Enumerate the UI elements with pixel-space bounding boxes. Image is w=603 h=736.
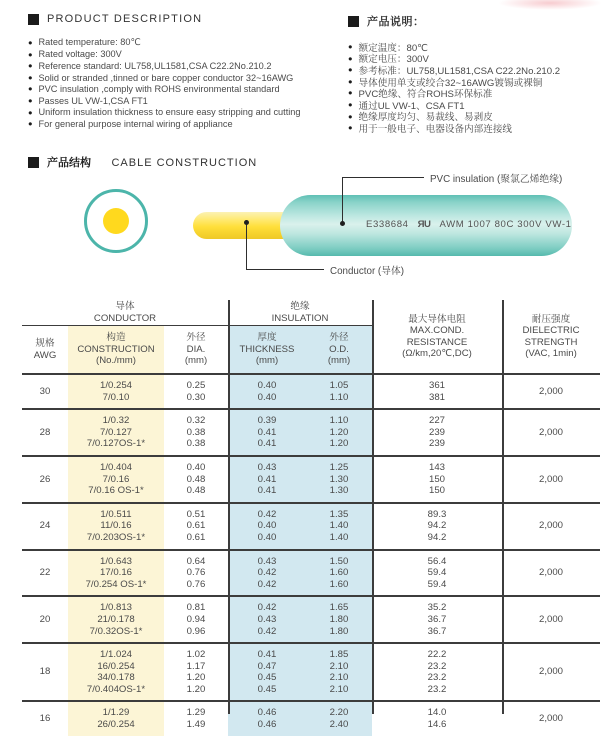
cable-print-spec: AWM 1007 80C 300V VW-1 — [439, 219, 572, 230]
bullet-icon: ● — [28, 107, 33, 117]
cell-od — [306, 702, 372, 735]
cell-value: 1/1.024 — [99, 649, 132, 661]
cell-thickness — [228, 597, 306, 642]
table-row-group-awg-16 — [22, 700, 600, 735]
cell-resistance — [372, 504, 502, 549]
cell-value: 0.42 — [257, 625, 277, 637]
dielectric-column-header: 耐压强度 DIELECTRIC STRENGTH (VAC, 1min) — [522, 313, 580, 359]
table-vertical-rule — [372, 300, 374, 714]
cell-value: 0.42 — [257, 578, 277, 590]
cell-od — [306, 644, 372, 700]
cell-value: 1.10 — [329, 391, 349, 403]
cell-construction — [68, 375, 164, 408]
cell-value: 0.42 — [257, 508, 277, 520]
table-row-group-awg-18 — [22, 642, 600, 700]
cell-value: 361 — [428, 380, 445, 391]
cell-construction — [68, 457, 164, 502]
cell-value: 0.25 — [186, 380, 206, 391]
thickness-column-header: 厚度 THICKNESS (mm) — [228, 326, 306, 373]
bullet-icon: ● — [28, 72, 33, 82]
conductor-leader-line — [246, 269, 324, 270]
cell-value: 1.30 — [329, 473, 349, 485]
bullet-item — [348, 122, 600, 134]
cell-dia — [164, 551, 228, 596]
awg-column-header: 规格 AWG — [33, 338, 57, 361]
cell-value: 0.96 — [186, 625, 206, 637]
cell-value: 0.41 — [257, 485, 277, 497]
cell-value: 1.60 — [329, 567, 349, 579]
bullet-item-text: Passes UL VW-1,CSA FT1 — [38, 95, 148, 106]
bullet-item — [28, 107, 350, 119]
cell-value: 7/0.127OS-1* — [86, 438, 146, 450]
cell-thickness — [228, 457, 306, 502]
cable-construction-heading-cn: 产品结构 — [47, 157, 91, 169]
cell-value: 227 — [428, 415, 445, 427]
cell-value: 1/0.32 — [102, 415, 130, 427]
cell-value: 0.41 — [257, 649, 277, 661]
cell-dia — [164, 457, 228, 502]
cell-value: 143 — [428, 461, 445, 473]
construction-column-header: 构造 CONSTRUCTION (No./mm) — [68, 326, 164, 373]
cell-value: 56.4 — [427, 555, 447, 567]
cell-resistance — [372, 410, 502, 455]
cell-construction — [68, 504, 164, 549]
cell-value: 34/0.178 — [97, 672, 135, 684]
cell-value: 1.49 — [186, 719, 206, 731]
cell-value: 26 — [39, 473, 51, 485]
cell-thickness — [228, 504, 306, 549]
cell-value: 1.30 — [329, 485, 349, 497]
cell-resistance — [372, 597, 502, 642]
bullet-icon: ● — [348, 53, 353, 63]
table-row-group-awg-20 — [22, 595, 600, 642]
cell-value: 150 — [428, 473, 445, 485]
bullet-icon: ● — [28, 96, 33, 106]
bullet-icon: ● — [28, 61, 33, 71]
cell-resistance — [372, 375, 502, 408]
cell-value: 2,000 — [538, 520, 563, 532]
bullet-item-text: Rated temperature: 80℃ — [38, 37, 141, 48]
cell-value: 0.46 — [257, 719, 277, 731]
cell-value: 1/0.511 — [100, 508, 132, 520]
bullet-item — [28, 49, 350, 61]
pvc-leader-line — [342, 177, 343, 224]
cell-value: 0.46 — [257, 707, 277, 719]
cell-value: 1.05 — [329, 380, 349, 391]
cell-value: 30 — [39, 385, 51, 397]
bullet-item-text: PVC insulation ,comply with ROHS environmental standard — [38, 84, 280, 95]
cell-value: 0.81 — [186, 602, 206, 614]
cell-awg — [22, 504, 68, 549]
bullet-item-text: 绝缘厚度均匀、易裁线、易剥皮 — [358, 112, 493, 124]
bullet-item — [28, 37, 350, 49]
insulation-group-en: INSULATION — [271, 312, 329, 324]
cell-value: 1.80 — [329, 613, 349, 625]
bullet-icon: ● — [348, 100, 353, 110]
cell-awg — [22, 597, 68, 642]
cell-dielectric — [502, 375, 600, 408]
section-marker-icon — [28, 14, 39, 25]
table-row-group-awg-26 — [22, 455, 600, 502]
cell-value: 16 — [39, 713, 51, 725]
product-description-cn-header — [348, 13, 600, 29]
ul-recognized-mark-icon: ЯU — [417, 219, 431, 230]
table-vertical-rule — [502, 300, 504, 714]
cell-awg — [22, 375, 68, 408]
cell-dia — [164, 504, 228, 549]
cell-value: 2,000 — [538, 385, 563, 397]
dia-column-header: 外径 DIA. (mm) — [184, 332, 208, 367]
cell-value: 0.61 — [186, 520, 206, 532]
product-description-cn-section — [348, 13, 600, 134]
cell-value: 0.42 — [257, 567, 277, 579]
bullet-item — [28, 60, 350, 72]
specification-table — [22, 300, 600, 731]
cell-value: 2,000 — [538, 426, 563, 438]
cell-value: 0.32 — [186, 415, 206, 427]
bullet-item-text: Reference standard: UL758,UL1581,CSA C22.2No.210.2 — [38, 60, 272, 71]
cell-value: 1/1.29 — [102, 707, 130, 719]
cell-value: 0.64 — [186, 555, 206, 567]
cell-value: 2.10 — [329, 683, 349, 695]
cell-thickness — [228, 644, 306, 700]
cell-value: 7/0.32OS-1* — [89, 625, 143, 637]
bullet-item-text: 通过UL VW-1、CSA FT1 — [358, 100, 465, 112]
cell-value: 14.0 — [427, 707, 447, 719]
cell-awg — [22, 410, 68, 455]
cell-od — [306, 504, 372, 549]
cell-value: 1.20 — [329, 438, 349, 450]
spec-table-body — [22, 375, 600, 736]
product-description-cn-list — [348, 41, 600, 134]
cell-value: 26/0.254 — [97, 719, 135, 731]
cell-value: 1/0.404 — [99, 461, 132, 473]
cell-thickness — [228, 375, 306, 408]
cell-value: 150 — [428, 485, 445, 497]
insulation-group-header — [228, 300, 372, 326]
cell-awg — [22, 702, 68, 735]
cell-value: 1.20 — [186, 672, 206, 684]
cell-construction — [68, 551, 164, 596]
bullet-icon: ● — [28, 49, 33, 59]
bullet-icon: ● — [348, 76, 353, 86]
bullet-icon: ● — [28, 84, 33, 94]
table-row-group-awg-30 — [22, 375, 600, 408]
cell-resistance — [372, 702, 502, 735]
bullet-icon: ● — [348, 65, 353, 75]
cell-thickness — [228, 410, 306, 455]
cell-value: 1.50 — [329, 555, 349, 567]
bullet-item-text: Rated voltage: 300V — [38, 49, 122, 60]
cell-value: 2,000 — [538, 713, 563, 725]
cell-value: 7/0.127 — [99, 426, 132, 438]
cell-value: 16/0.254 — [97, 660, 135, 672]
product-description-cn-heading: 产品说明： — [367, 16, 425, 28]
cell-value: 0.43 — [257, 555, 277, 567]
cell-value: 21/0.178 — [97, 613, 135, 625]
product-description-section — [28, 13, 350, 130]
cell-thickness — [228, 702, 306, 735]
cell-dielectric — [502, 504, 600, 549]
bullet-item — [28, 72, 350, 84]
cell-value: 1.35 — [329, 508, 349, 520]
bullet-item-text: 用于一般电子、电器设备内部连接线 — [358, 123, 513, 135]
cell-value: 2.40 — [329, 719, 349, 731]
bullet-icon: ● — [348, 42, 353, 52]
cell-value: 0.51 — [186, 508, 206, 520]
cell-value: 7/0.10 — [102, 391, 130, 403]
cell-value: 18 — [39, 666, 51, 678]
cell-dia — [164, 702, 228, 735]
cell-value: 1.17 — [186, 660, 206, 672]
cell-value: 24 — [39, 520, 51, 532]
bullet-item-text: Uniform insulation thickness to ensure easy stripping and cutting — [38, 107, 301, 118]
cell-od — [306, 375, 372, 408]
cell-value: 0.76 — [186, 578, 206, 590]
cell-dielectric — [502, 597, 600, 642]
cell-value: 2,000 — [538, 473, 563, 485]
cell-value: 2.20 — [329, 707, 349, 719]
pvc-leader-dot — [340, 221, 345, 226]
conductor-group-cn: 导体 — [115, 301, 135, 312]
bullet-icon: ● — [348, 88, 353, 98]
cell-value: 0.40 — [257, 531, 277, 543]
bullet-icon: ● — [348, 123, 353, 133]
cell-value: 89.3 — [427, 508, 447, 520]
cell-value: 239 — [428, 438, 445, 450]
cell-construction — [68, 597, 164, 642]
cell-value: 1.60 — [329, 578, 349, 590]
section-marker-icon — [28, 157, 39, 168]
cell-value: 0.48 — [186, 473, 206, 485]
cell-dia — [164, 375, 228, 408]
cell-od — [306, 457, 372, 502]
cell-value: 0.38 — [186, 426, 206, 438]
cell-value: 381 — [428, 391, 445, 403]
cell-value: 1.85 — [329, 649, 349, 661]
cable-print-text — [366, 219, 572, 230]
cell-resistance — [372, 644, 502, 700]
bullet-item — [28, 83, 350, 95]
cell-value: 23.2 — [427, 672, 447, 684]
cell-value: 7/0.203OS-1* — [86, 531, 146, 543]
cell-value: 22.2 — [427, 649, 447, 661]
cell-value: 22 — [39, 567, 51, 579]
resistance-column-header: 最大导体电阻 MAX.COND. RESISTANCE (Ω/km,20℃,DC) — [402, 313, 472, 359]
cell-resistance — [372, 551, 502, 596]
cell-dielectric — [502, 457, 600, 502]
conductor-leader-line — [246, 223, 247, 270]
cell-dielectric — [502, 410, 600, 455]
cell-value: 0.45 — [257, 672, 277, 684]
bullet-item-text: For general purpose internal wiring of appliance — [38, 118, 233, 129]
cell-value: 0.40 — [257, 391, 277, 403]
cell-value: 1.80 — [329, 625, 349, 637]
cell-value: 0.40 — [186, 461, 206, 473]
cell-od — [306, 410, 372, 455]
cell-value: 0.76 — [186, 567, 206, 579]
cable-print-cert: E338684 — [366, 219, 409, 230]
bullet-item-text: 额定电压：300V — [358, 54, 429, 66]
bullet-icon: ● — [28, 119, 33, 129]
cell-value: 7/0.404OS-1* — [86, 683, 146, 695]
pvc-insulation-label: PVC insulation (聚氯乙烯绝缘) — [430, 174, 563, 185]
cable-construction-heading-en: CABLE CONSTRUCTION — [111, 157, 258, 169]
cell-value: 59.4 — [427, 578, 447, 590]
cell-dia — [164, 597, 228, 642]
cell-value: 2,000 — [538, 567, 563, 579]
cell-value: 0.43 — [257, 461, 277, 473]
cell-value: 0.41 — [257, 438, 277, 450]
cell-value: 1/0.813 — [99, 602, 132, 614]
cell-value: 7/0.254 OS-1* — [85, 578, 147, 590]
cell-value: 14.6 — [427, 719, 447, 731]
cell-value: 11/0.16 — [100, 520, 132, 532]
cell-value: 0.40 — [257, 380, 277, 391]
pvc-leader-line — [342, 177, 424, 178]
cell-value: 0.38 — [186, 438, 206, 450]
product-description-heading: PRODUCT DESCRIPTION — [47, 13, 203, 25]
table-row-group-awg-24 — [22, 502, 600, 549]
cell-value: 23.2 — [427, 683, 447, 695]
cell-construction — [68, 644, 164, 700]
cell-value: 1.40 — [329, 520, 349, 532]
cell-value: 2,000 — [538, 613, 563, 625]
conductor-group-header — [22, 300, 228, 326]
cell-construction — [68, 410, 164, 455]
cell-dielectric — [502, 702, 600, 735]
cell-value: 0.41 — [257, 426, 277, 438]
cell-value: 0.40 — [257, 520, 277, 532]
cell-dia — [164, 410, 228, 455]
cell-value: 1.40 — [329, 531, 349, 543]
bullet-icon: ● — [28, 38, 33, 48]
cell-value: 1.29 — [186, 707, 206, 719]
cell-value: 7/0.16 — [102, 473, 130, 485]
cell-value: 1.02 — [186, 649, 206, 661]
conductor-group-en: CONDUCTOR — [93, 312, 157, 324]
cell-dielectric — [502, 551, 600, 596]
cell-value: 0.47 — [257, 660, 277, 672]
product-description-list — [28, 37, 350, 130]
bullet-item-text: 导体使用单支或绞合32~16AWG镀锡或裸铜 — [358, 77, 543, 89]
cell-value: 0.43 — [257, 613, 277, 625]
cell-value: 2.10 — [329, 672, 349, 684]
cell-value: 23.2 — [427, 660, 447, 672]
cell-value: 20 — [39, 613, 51, 625]
cell-value: 1.20 — [186, 683, 206, 695]
table-row-group-awg-22 — [22, 549, 600, 596]
cell-awg — [22, 457, 68, 502]
table-row-group-awg-28 — [22, 408, 600, 455]
bullet-item-text: PVC绝缘、符合ROHS环保标准 — [358, 89, 493, 101]
od-column-header: 外径 O.D. (mm) — [306, 326, 372, 373]
cell-value: 1/0.643 — [99, 555, 132, 567]
cell-thickness — [228, 551, 306, 596]
spec-table-head — [22, 300, 600, 375]
cell-value: 0.30 — [186, 391, 206, 403]
cross-section-conductor-core — [103, 208, 129, 234]
cell-value: 36.7 — [427, 613, 447, 625]
cell-value: 1.65 — [329, 602, 349, 614]
cell-value: 0.39 — [257, 415, 277, 427]
conductor-leader-dot — [244, 220, 249, 225]
cell-value: 7/0.16 OS-1* — [88, 485, 144, 497]
cell-awg — [22, 551, 68, 596]
conductor-label: Conductor (导体) — [330, 266, 405, 277]
table-vertical-rule — [228, 300, 230, 714]
cell-dia — [164, 644, 228, 700]
product-description-header — [28, 13, 350, 25]
cell-value: 28 — [39, 426, 51, 438]
cell-value: 94.2 — [427, 531, 447, 543]
bullet-item-text: 参考标准：UL758,UL1581,CSA C22.2No.210.2 — [358, 65, 561, 77]
cell-resistance — [372, 457, 502, 502]
cell-value: 35.2 — [427, 602, 447, 614]
cell-construction — [68, 702, 164, 735]
cell-value: 1.25 — [329, 461, 349, 473]
bullet-item — [28, 95, 350, 107]
cell-od — [306, 597, 372, 642]
section-marker-icon — [348, 16, 359, 27]
cell-awg — [22, 644, 68, 700]
cell-value: 2,000 — [538, 666, 563, 678]
cell-value: 0.61 — [186, 531, 206, 543]
cell-value: 0.94 — [186, 613, 206, 625]
bullet-item-text: Solid or stranded ,tinned or bare copper conductor 32~16AWG — [38, 72, 294, 83]
cell-value: 0.48 — [186, 485, 206, 497]
bullet-item — [28, 118, 350, 130]
cell-value: 0.42 — [257, 602, 277, 614]
cable-construction-section — [28, 153, 257, 171]
watermark-smudge — [498, 0, 602, 10]
cell-value: 1.10 — [329, 415, 349, 427]
cell-value: 1.20 — [329, 426, 349, 438]
cell-value: 0.41 — [257, 473, 277, 485]
bullet-item-text: 额定温度：80℃ — [358, 42, 428, 54]
cell-value: 94.2 — [427, 520, 447, 532]
cell-value: 0.45 — [257, 683, 277, 695]
cell-value: 36.7 — [427, 625, 447, 637]
cell-value: 2.10 — [329, 660, 349, 672]
cell-value: 1/0.254 — [99, 380, 132, 391]
cell-value: 59.4 — [427, 567, 447, 579]
cable-construction-header — [28, 153, 257, 171]
insulation-group-cn: 绝缘 — [290, 301, 310, 312]
cell-od — [306, 551, 372, 596]
bullet-icon: ● — [348, 111, 353, 121]
cell-value: 17/0.16 — [99, 567, 132, 579]
cell-dielectric — [502, 644, 600, 700]
cell-value: 239 — [428, 426, 445, 438]
